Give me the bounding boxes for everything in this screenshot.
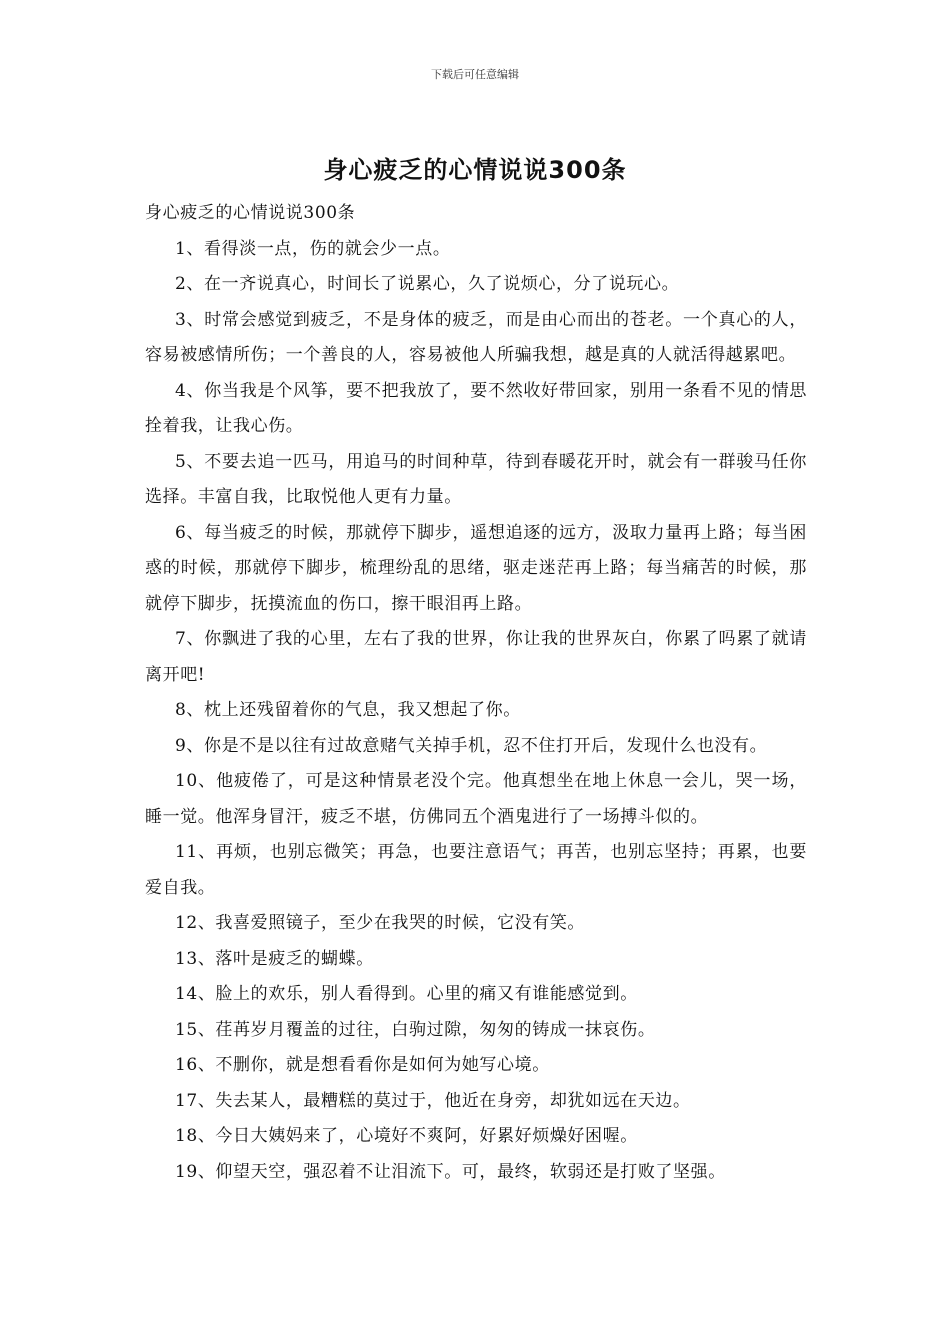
paragraph: 18、今日大姨妈来了，心境好不爽阿，好累好烦燥好困喔。: [175, 1126, 638, 1146]
paragraph: 9、你是不是以往有过故意赌气关掉手机，忍不住打开后，发现什么也没有。: [175, 735, 768, 756]
paragraph: 16、不删你，就是想看看你是如何为她写心境。: [175, 1055, 550, 1075]
paragraph: 5、不要去追一匹马，用追马的时间种草，待到春暖花开时，就会有一群骏马任你选择。丰富自我，比取悦他人更有力量。: [145, 451, 807, 507]
paragraph: 12、我喜爱照镜子，至少在我哭的时候，它没有笑。: [175, 913, 586, 933]
paragraph: 8、枕上还残留着你的气息，我又想起了你。: [175, 700, 521, 720]
paragraph: 6、每当疲乏的时候，那就停下脚步，遥想追逐的远方，汲取力量再上路；每当困惑的时候，那就停下脚步，梳理纷乱的思绪，驱走迷茫再上路；每当痛苦的时候，那就停下脚步，抚摸流血的伤口，擦干眼泪再上路。: [145, 522, 807, 614]
paragraph: 13、落叶是疲乏的蝴蝶。: [175, 948, 374, 969]
header-note: 下载后可任意编辑: [431, 68, 519, 81]
paragraph: 7、你飘进了我的心里，左右了我的世界，你让我的世界灰白，你累了吗累了就请离开吧!: [145, 629, 807, 685]
paragraph: 2、在一齐说真心，时间长了说累心，久了说烦心，分了说玩心。: [175, 274, 680, 294]
paragraph: 4、你当我是个风筝，要不把我放了，要不然收好带回家，别用一条看不见的情思拴着我，让我心伤。: [145, 380, 807, 436]
document-subtitle: 身心疲乏的心情说说300条: [145, 203, 356, 223]
paragraph: 3、时常会感觉到疲乏，不是身体的疲乏，而是由心而出的苍老。一个真心的人，容易被感情所伤；一个善良的人，容易被他人所骗我想，越是真的人就活得越累吧。: [145, 309, 807, 365]
paragraph: 19、仰望天空，强忍着不让泪流下。可，最终，软弱还是打败了坚强。: [175, 1161, 726, 1182]
page-title: 身心疲乏的心情说说300条: [323, 156, 627, 184]
paragraph: 17、失去某人，最糟糕的莫过于，他近在身旁，却犹如远在天边。: [175, 1090, 691, 1111]
paragraph: 15、荏苒岁月覆盖的过往，白驹过隙，匆匆的铸成一抹哀伤。: [175, 1019, 656, 1040]
paragraph: 14、脸上的欢乐，别人看得到。心里的痛又有谁能感觉到。: [175, 984, 638, 1004]
paragraph: 11、再烦，也别忘微笑；再急，也要注意语气；再苦，也别忘坚持；再累，也要爱自我。: [145, 842, 807, 898]
paragraph: 1、看得淡一点，伤的就会少一点。: [175, 238, 451, 259]
document-body: [145, 196, 807, 1190]
paragraph: 10、他疲倦了，可是这种情景老没个完。他真想坐在地上休息一会儿，哭一场，睡一觉。他浑身冒汗，疲乏不堪，仿佛同五个酒鬼进行了一场搏斗似的。: [145, 771, 807, 827]
